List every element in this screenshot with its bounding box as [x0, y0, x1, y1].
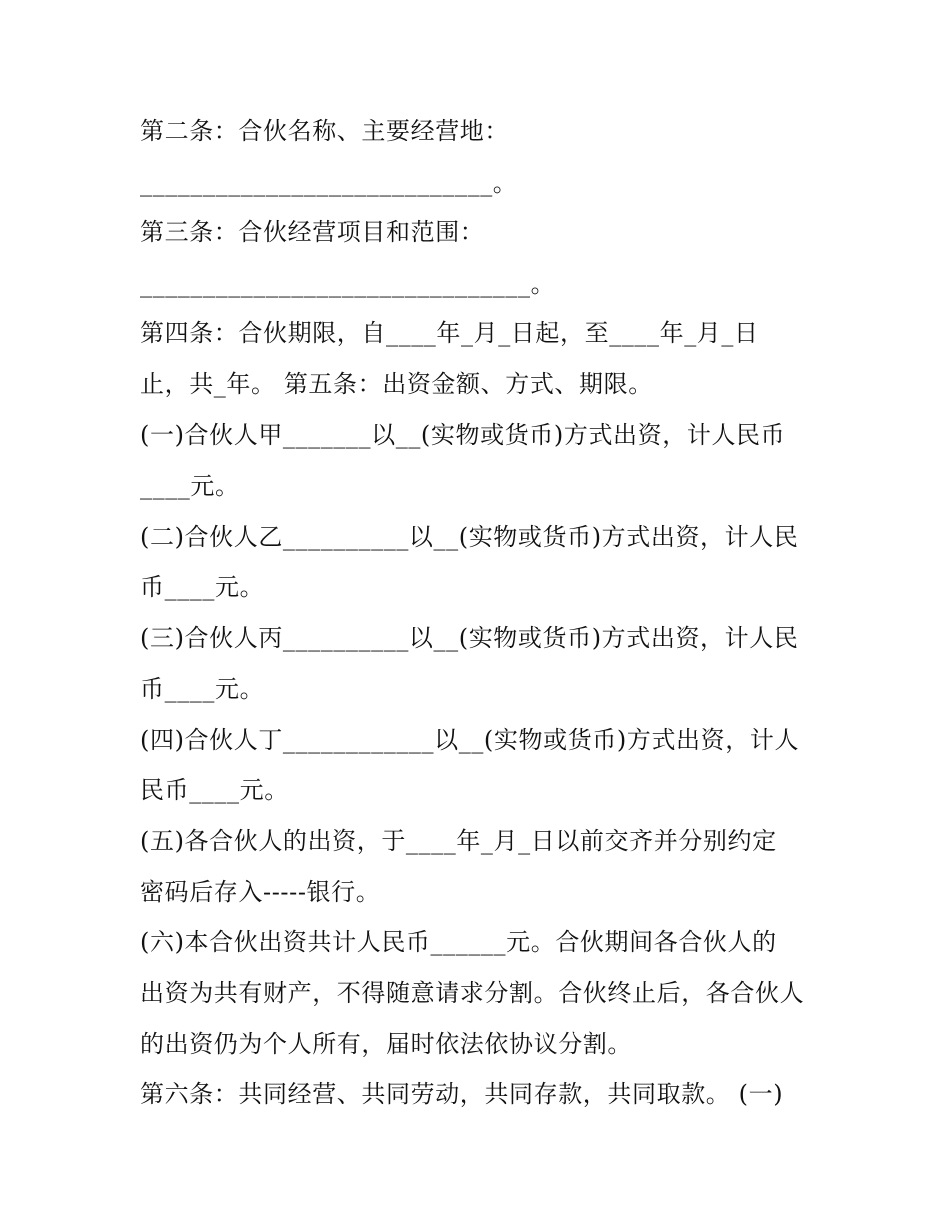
text-line: 出资为共有财产，不得随意请求分割。合伙终止后，各合伙人 [140, 979, 805, 1007]
text-line: (一)合伙人甲_______以__(实物或货币)方式出资，计人民币 [140, 421, 786, 449]
text-line: 第三条：合伙经营项目和范围： [140, 218, 485, 246]
text-line: 第二条：合伙名称、主要经营地： [140, 117, 509, 145]
text-line: (六)本合伙出资共计人民币______元。合伙期间各合伙人的 [140, 928, 777, 956]
text-line: (五)各合伙人的出资，于____年_月_日以前交齐并分别约定 [140, 827, 777, 855]
text-line: ____元。 [140, 472, 240, 500]
text-line: (三)合伙人丙__________以__(实物或货币)方式出资，计人民 [140, 624, 799, 652]
text-line: 止，共_年。 第五条：出资金额、方式、期限。 [140, 370, 653, 398]
text-line: 币____元。 [140, 675, 265, 703]
text-line: (四)合伙人丁____________以__(实物或货币)方式出资，计人 [140, 726, 800, 754]
text-line: 第四条：合伙期限，自____年_月_日起，至____年_月_日 [140, 319, 759, 347]
text-line: 民币____元。 [140, 776, 289, 804]
text-line: 币____元。 [140, 573, 265, 601]
text-line: _______________________________。 [140, 270, 556, 298]
text-line: (二)合伙人乙__________以__(实物或货币)方式出资，计人民 [140, 523, 799, 551]
text-line: 密码后存入-----银行。 [140, 878, 381, 906]
text-line: 第六条：共同经营、共同劳动，共同存款，共同取款。 (一) [140, 1080, 784, 1108]
text-line: ____________________________。 [140, 169, 518, 197]
text-line: 的出资仍为个人所有，届时依法依协议分割。 [140, 1030, 632, 1058]
